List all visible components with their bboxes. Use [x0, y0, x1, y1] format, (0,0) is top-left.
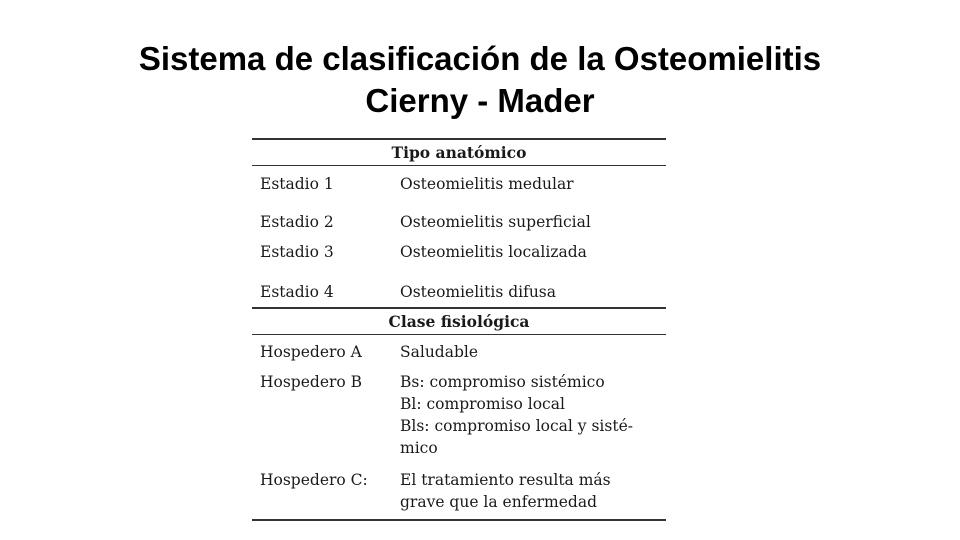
row-label: Hospedero B — [260, 373, 363, 391]
row-value-line: Osteomielitis superficial — [400, 213, 591, 231]
row-label: Estadio 1 — [260, 175, 334, 193]
row-value-line: Bl: compromiso local — [400, 395, 565, 413]
row-value-line: Osteomielitis medular — [400, 175, 574, 193]
table-row — [252, 469, 666, 513]
row-label: Hospedero C: — [260, 471, 368, 489]
slide-title-line-1: Sistema de clasificación de la Osteomielitis — [138, 40, 822, 77]
section-heading-anatomic — [252, 140, 666, 166]
row-value-line: Saludable — [400, 343, 479, 361]
row-value-line: Osteomielitis difusa — [400, 283, 556, 301]
row-value-line: El tratamiento resulta más — [400, 471, 611, 489]
slide-title — [0, 38, 960, 122]
row-value — [400, 241, 666, 263]
row-label: Estadio 4 — [260, 283, 334, 301]
section-heading-underline — [252, 334, 666, 335]
row-value — [400, 371, 666, 459]
row-label: Estadio 2 — [260, 213, 334, 231]
table-row — [252, 173, 666, 195]
row-value — [400, 341, 666, 363]
table-row — [252, 341, 666, 363]
row-value — [400, 469, 666, 513]
row-value — [400, 211, 666, 233]
slide-title-line-2: Cierny - Mader — [365, 82, 595, 119]
row-label: Hospedero A — [260, 343, 362, 361]
row-value — [400, 281, 666, 303]
table-row — [252, 211, 666, 233]
row-value-line: Bls: compromiso local y sisté- — [400, 417, 633, 435]
row-value-line: grave que la enfermedad — [400, 493, 597, 511]
classification-table — [252, 138, 666, 521]
table-row — [252, 281, 666, 303]
table-row — [252, 241, 666, 263]
row-value-line: Bs: compromiso sistémico — [400, 373, 605, 391]
row-value-line: Osteomielitis localizada — [400, 243, 587, 261]
table-bottom-rule — [252, 519, 666, 521]
row-label: Estadio 3 — [260, 243, 334, 261]
table-row — [252, 371, 666, 459]
section-heading-underline — [252, 165, 666, 166]
row-value — [400, 173, 666, 195]
section-heading-physiologic — [252, 309, 666, 335]
row-value-line: mico — [400, 439, 438, 457]
section-heading-physiologic-text: Clase fisiológica — [388, 312, 530, 331]
section-heading-anatomic-text: Tipo anatómico — [391, 143, 527, 162]
